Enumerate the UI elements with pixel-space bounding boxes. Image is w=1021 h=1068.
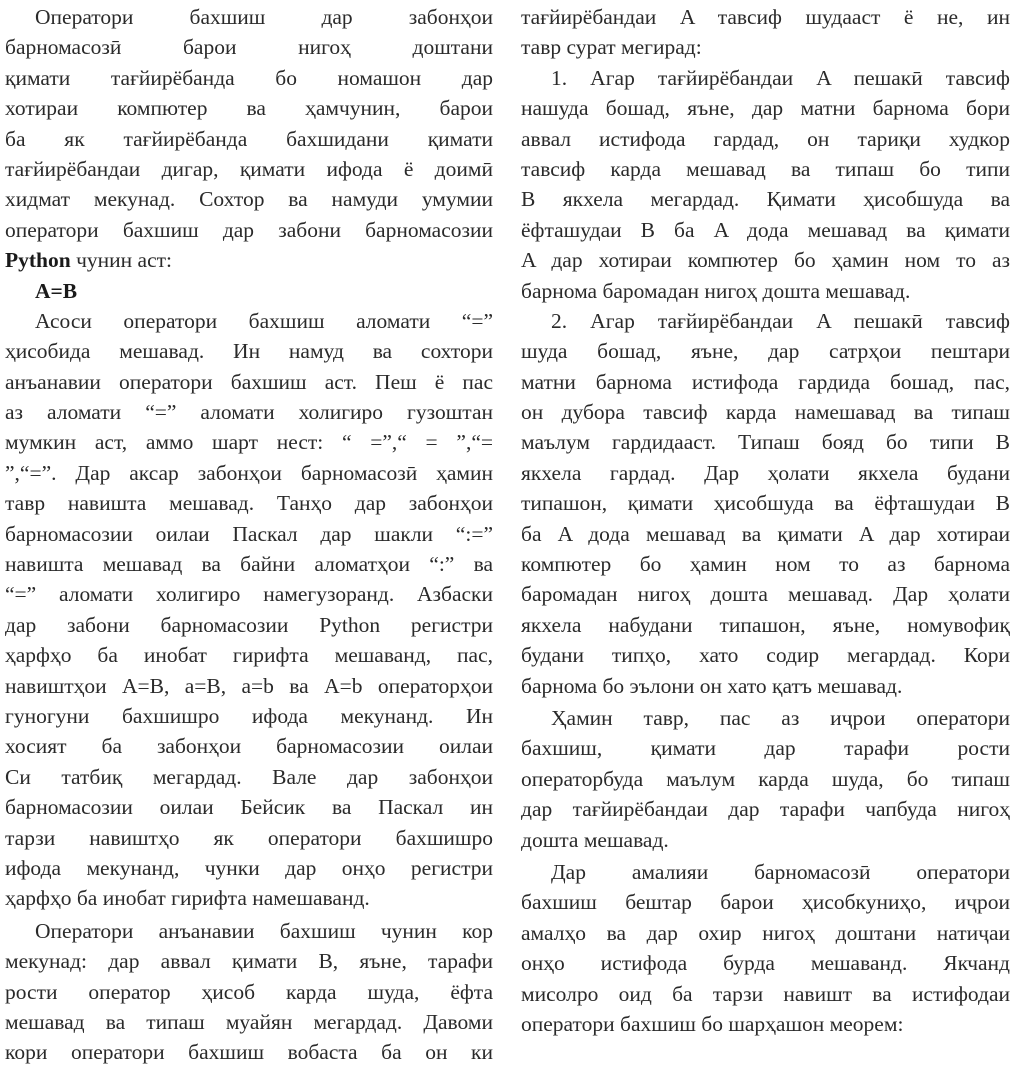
text-line: барномасозии оилаи Бейсик ва Паскал ин xyxy=(5,795,493,820)
text-line: B якхела мегардад. Қимати ҳисобшуда ва xyxy=(521,187,1010,212)
text-line: бахшиш бештар барои ҳисобкуниҳо, иҷрои xyxy=(521,890,1010,915)
text-line: тавр навишта мешавад. Танҳо дар забонҳои xyxy=(5,491,493,516)
text-line: анъанавии оператори бахшиш аст. Пеш ё пас xyxy=(5,369,493,394)
text-line: рости оператор ҳисоб карда шуда, ёфта xyxy=(5,979,493,1004)
text-line: барномасозӣ барои нигоҳ доштани xyxy=(5,35,493,60)
text-line: Дар амалияи барномасозӣ оператори xyxy=(551,859,1010,884)
text-line xyxy=(5,245,493,275)
text-line: оператори бахшиш дар забони барномасозии xyxy=(5,217,493,242)
text-line: навишта мешавад ва байни аломатҳои “:” ва xyxy=(5,552,493,577)
list-item-2 xyxy=(521,306,1010,701)
text-line: тағйирёбандаи дигар, қимати ифода ё доимӣ xyxy=(5,156,493,181)
text-line: тавр сурат мегирад: xyxy=(521,35,702,60)
text-line: типашон, қимати ҳисобшуда ва ёфташудаи B xyxy=(521,491,1010,516)
text-line: мумкин аст, аммо шарт нест: “ =”,“ = ”,“= xyxy=(5,430,493,455)
python-keyword: Python xyxy=(5,248,71,273)
text-line: барнома бо эълони он хато қатъ мешавад. xyxy=(521,673,903,698)
text-line: ба A дода мешавад ва қимати A дар хотираи xyxy=(521,521,1010,546)
text-line: мешавад ва типаш муайян мегардад. Давоми xyxy=(5,1009,493,1034)
text-line: Оператори анъанавии бахшиш чунин кор xyxy=(35,918,493,943)
text-line: дар тағйирёбандаи дар тарафи чапбуда нигоҳ xyxy=(521,797,1010,822)
text-line: Асоси оператори бахшиш аломати “=” xyxy=(35,308,493,333)
text-line: тағйирёбандаи A тавсиф шудааст ё не, ин xyxy=(521,5,1010,29)
text-line: операторбуда маълум карда шуда, бо типаш xyxy=(521,766,1010,791)
text-line: аввал истифода гардад, он тариқи худкор xyxy=(521,126,1010,151)
text-line: хосият ба забонҳои барномасозии оилаи xyxy=(5,734,493,759)
text-line: барномасозии оилаи Паскал дар шакли “:=” xyxy=(5,521,493,546)
text-line: навиштҳои A=B, a=B, a=b ва A=b операторҳои xyxy=(5,673,493,698)
list-item-1 xyxy=(521,63,1010,306)
right-column xyxy=(521,2,1010,1039)
text-line: бахшиш, қимати дар тарафи рости xyxy=(521,736,1010,761)
text-line: хидмат мекунад. Сохтор ва намуди умумии xyxy=(5,187,493,212)
text-line: он дубора тавсиф карда намешавад ва типаш xyxy=(521,400,1010,425)
text-line: ҳарфҳо ба инобат гирифта мешаванд, пас, xyxy=(5,643,493,668)
text-line: гуногуни бахшишро ифода мекунанд. Ин xyxy=(5,703,493,728)
text-fragment: чунин аст: xyxy=(70,248,173,273)
text-line: қимати тағйирёбанда бо номашон дар xyxy=(5,65,493,90)
text-line: шуда бошад, яъне, дар сатрҳои пештари xyxy=(521,339,1010,364)
text-line: аз аломати “=” аломати холигиро гузоштан xyxy=(5,400,493,425)
text-line: баромадан нигоҳ дошта мешавад. Дар ҳолати xyxy=(521,582,1010,607)
text-line: ба як тағйирёбанда бахшидани қимати xyxy=(5,126,493,151)
text-line: кори оператори бахшиш вобаста ба он ки xyxy=(5,1040,493,1065)
paragraph-intro xyxy=(5,2,493,276)
text-line: ҳисобида мешавад. Ин намуд ва сохтори xyxy=(5,339,493,364)
text-line: дошта мешавад. xyxy=(521,827,669,852)
text-line: оператори бахшиш бо шарҳашон меорем: xyxy=(521,1011,904,1036)
text-line: маълум гардидааст. Типаш бояд бо типи B xyxy=(521,430,1010,455)
text-line: Си татбиқ мегардад. Вале дар забонҳои xyxy=(5,764,493,789)
text-line: барнома баромадан нигоҳ дошта мешавад. xyxy=(521,278,911,303)
paragraph-assignment-symbol xyxy=(5,306,493,914)
text-line: 2. Агар тағйирёбандаи A пешакӣ тавсиф xyxy=(551,308,1010,333)
text-line: ёфташудаи B ба A дода мешавад ва қимати xyxy=(521,217,1010,242)
text-line: якхела гардад. Дар ҳолати якхела будани xyxy=(521,460,1010,485)
text-line: ифода мекунанд, чунки дар онҳо регистри xyxy=(5,855,493,880)
text-line: A дар хотираи компютер бо ҳамин ном то аз xyxy=(521,248,1010,273)
text-line: Ҳамин тавр, пас аз иҷрои оператори xyxy=(551,705,1010,730)
text-line: дар забони барномасозии Python регистри xyxy=(5,612,493,637)
left-column xyxy=(5,2,493,1068)
text-line: Оператори бахшиш дар забонҳои xyxy=(35,5,493,29)
text-line: амалҳо ва дар охир нигоҳ доштани натиҷаи xyxy=(521,920,1010,945)
paragraph-continuation xyxy=(521,2,1010,63)
text-line: ”,“=”. Дар аксар забонҳои барномасозӣ ҳамин xyxy=(5,460,493,485)
text-line: якхела набудани типашон, яъне, номувофиқ xyxy=(521,612,1010,637)
text-line: тарзи навиштҳо як оператори бахшишро xyxy=(5,825,493,850)
text-line: мекунад: дар аввал қимати B, яъне, тарафи xyxy=(5,949,493,974)
paragraph-practice xyxy=(521,857,1010,1039)
paragraph-summary xyxy=(521,703,1010,855)
text-line: онҳо истифода бурда мешаванд. Якчанд xyxy=(521,951,1010,976)
text-line: будани типҳо, хато содир мегардад. Кори xyxy=(521,643,1010,668)
text-line: ҳарфҳо ба инобат гирифта намешаванд. xyxy=(5,886,370,911)
text-line: нашуда бошад, яъне, дар матни барнома бори xyxy=(521,96,1010,121)
text-line: мисолро оид ба тарзи навишт ва истифодаи xyxy=(521,981,1010,1006)
assignment-formula: A=B xyxy=(35,278,78,303)
text-line: хотираи компютер ва ҳамчунин, барои xyxy=(5,96,493,121)
text-line: тавсиф карда мешавад ва типаш бо типи xyxy=(521,156,1010,181)
text-line: компютер бо ҳамин ном то аз барнома xyxy=(521,552,1010,577)
text-line: “=” аломати холигиро намегузоранд. Азбаски xyxy=(5,582,493,607)
paragraph-traditional-operator xyxy=(5,916,493,1068)
text-line: 1. Агар тағйирёбандаи A пешакӣ тавсиф xyxy=(551,65,1010,90)
text-line: матни барнома истифода гардида бошад, пас, xyxy=(521,369,1010,394)
